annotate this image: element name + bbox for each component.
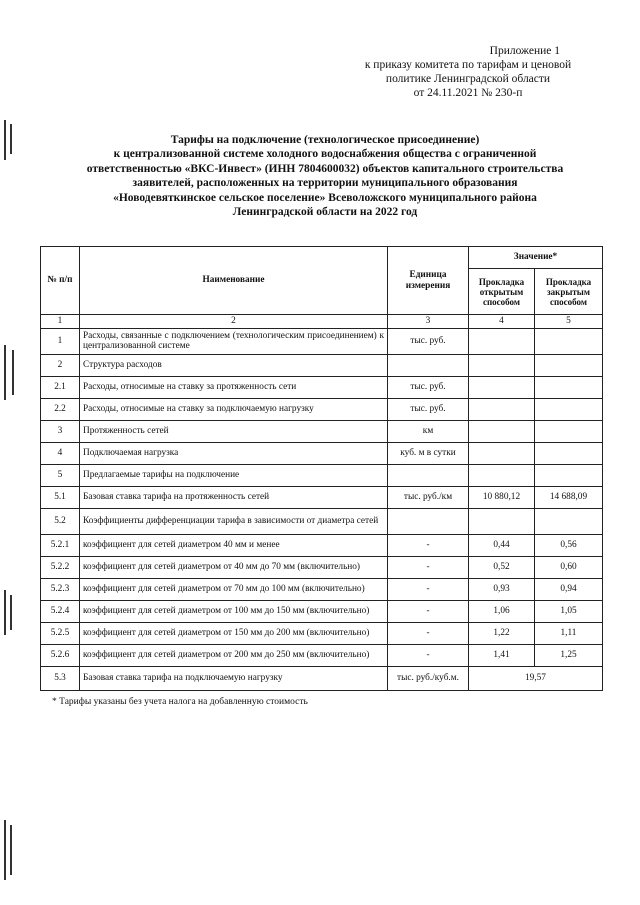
appendix-line: политике Ленинградской области [385,73,551,85]
row-open-value-cell [469,420,535,442]
row-num-cell: 2 [41,354,80,376]
row-open-value-cell: 0,52 [469,556,535,578]
row-num-cell: 5.3 [41,666,80,690]
row-name-cell: Подключаемая нагрузка [80,442,388,464]
index-cell: 2 [80,315,388,329]
row-open-value-cell: 0,93 [469,578,535,600]
row-name-cell: коэффициент для сетей диаметром от 70 мм до 100 мм (включительно) [80,578,388,600]
row-unit-cell: - [388,600,469,622]
row-name-cell: Протяженность сетей [80,420,388,442]
row-name-cell: Базовая ставка тарифа на протяженность сетей [80,486,388,508]
title-line: Ленинградской области на 2022 год [232,206,418,219]
row-open-value-cell [469,328,535,354]
table-row [41,398,603,420]
row-closed-value-cell: 1,11 [535,622,603,644]
table-row [41,666,603,690]
scan-edge-mark [4,590,6,635]
header-value: Значение* [469,247,603,269]
row-num-cell: 2.2 [41,398,80,420]
row-open-value-cell [469,354,535,376]
row-num-cell: 4 [41,442,80,464]
header-name: Наименование [80,247,388,315]
row-unit-cell [388,508,469,534]
row-num-cell: 3 [41,420,80,442]
scan-edge-mark [4,820,6,880]
row-open-value-cell [469,398,535,420]
row-name-cell: Расходы, связанные с подключением (технологическим присоединением) к централизованной системе [80,328,388,354]
index-cell: 1 [41,315,80,329]
row-num-cell: 5.2.3 [41,578,80,600]
row-name-cell: Базовая ставка тарифа на подключаемую нагрузку [80,666,388,690]
appendix-line: к приказу комитета по тарифам и ценовой [364,59,572,71]
row-open-value-cell: 10 880,12 [469,486,535,508]
row-open-value-cell: 1,22 [469,622,535,644]
row-num-cell: 5.2.4 [41,600,80,622]
appendix-header [318,44,618,100]
row-closed-value-cell [535,442,603,464]
row-closed-value-cell [535,376,603,398]
row-num-cell: 5.2.2 [41,556,80,578]
row-num-cell: 5.2.6 [41,644,80,666]
row-closed-value-cell: 1,05 [535,600,603,622]
row-unit-cell: тыс. руб. [388,398,469,420]
row-name-cell: коэффициент для сетей диаметром от 100 мм до 150 мм (включительно) [80,600,388,622]
row-unit-cell: - [388,644,469,666]
row-closed-value-cell [535,398,603,420]
row-closed-value-cell: 14 688,09 [535,486,603,508]
index-cell: 4 [469,315,535,329]
row-name-cell: коэффициент для сетей диаметром от 40 мм до 70 мм (включительно) [80,556,388,578]
index-cell: 3 [388,315,469,329]
row-open-value-cell [469,508,535,534]
footnote: * Тарифы указаны без учета налога на добавленную стоимость [52,697,308,707]
row-unit-cell [388,464,469,486]
row-name-cell: Структура расходов [80,354,388,376]
table-row [41,578,603,600]
row-unit-cell: куб. м в сутки [388,442,469,464]
row-unit-cell: км [388,420,469,442]
row-name-cell: коэффициент для сетей диаметром 40 мм и менее [80,534,388,556]
row-unit-cell: - [388,578,469,600]
row-open-value-cell [469,376,535,398]
title-line: «Новодевяткинское сельское поселение» Всеволожского муниципального района [113,191,537,204]
row-num-cell: 5.2 [41,508,80,534]
row-closed-value-cell: 0,94 [535,578,603,600]
title-line: Тарифы на подключение (технологическое присоединение) [170,134,480,146]
row-merged-value-cell: 19,57 [469,666,603,690]
row-unit-cell: тыс. руб./куб.м. [388,666,469,690]
row-unit-cell: - [388,534,469,556]
table-row [41,508,603,534]
row-name-cell: коэффициент для сетей диаметром от 150 мм до 200 мм (включительно) [80,622,388,644]
row-unit-cell: тыс. руб. [388,328,469,354]
row-num-cell: 2.1 [41,376,80,398]
row-open-value-cell: 1,41 [469,644,535,666]
table-row [41,328,603,354]
header-num: № п/п [41,247,80,315]
row-name-cell: Расходы, относимые на ставку за протяженность сети [80,376,388,398]
row-closed-value-cell: 0,60 [535,556,603,578]
row-name-cell: Предлагаемые тарифы на подключение [80,464,388,486]
scan-edge-mark [4,345,6,400]
row-num-cell: 5.2.5 [41,622,80,644]
document-title [40,133,610,219]
row-unit-cell: - [388,622,469,644]
scan-edge-mark [10,825,12,875]
tariff-table [40,246,603,691]
row-closed-value-cell [535,420,603,442]
row-open-value-cell: 1,06 [469,600,535,622]
table-row [41,556,603,578]
row-closed-value-cell [535,354,603,376]
row-unit-cell: тыс. руб./км [388,486,469,508]
row-num-cell: 5 [41,464,80,486]
table-row [41,644,603,666]
scan-edge-mark [10,124,12,154]
row-open-value-cell [469,442,535,464]
row-name-cell: Расходы, относимые на ставку за подключаемую нагрузку [80,398,388,420]
table-row [41,442,603,464]
row-closed-value-cell [535,464,603,486]
scan-edge-mark [12,350,14,395]
row-unit-cell [388,354,469,376]
row-open-value-cell [469,464,535,486]
row-closed-value-cell: 0,56 [535,534,603,556]
title-line: заявителей, расположенных на территории муниципального образования [132,177,518,190]
row-unit-cell: - [388,556,469,578]
appendix-order-date: от 24.11.2021 № 230-п [413,87,523,99]
table-row [41,354,603,376]
table-row [41,420,603,442]
table-row [41,464,603,486]
row-name-cell: коэффициент для сетей диаметром от 200 мм до 250 мм (включительно) [80,644,388,666]
header-closed-method: Прокладка закрытым способом [535,269,603,315]
table-row [41,486,603,508]
header-unit: Единица измерения [388,247,469,315]
row-open-value-cell: 0,44 [469,534,535,556]
header-open-method: Прокладка открытым способом [469,269,535,315]
row-name-cell: Коэффициенты дифференциации тарифа в зависимости от диаметра сетей [80,508,388,534]
table-row [41,534,603,556]
appendix-title: Приложение 1 [489,45,560,57]
table-row [41,622,603,644]
table-row [41,376,603,398]
row-num-cell: 5.1 [41,486,80,508]
index-cell: 5 [535,315,603,329]
row-unit-cell: тыс. руб. [388,376,469,398]
scan-edge-mark [10,595,12,630]
title-line: к централизованной системе холодного водоснабжения общества с ограниченной [113,148,537,161]
row-num-cell: 1 [41,328,80,354]
row-closed-value-cell [535,328,603,354]
scan-edge-mark [4,120,6,160]
title-line: ответственностью «ВКС-Инвест» (ИНН 7804600032) объектов капитального строительства [86,162,564,175]
row-num-cell: 5.2.1 [41,534,80,556]
row-closed-value-cell [535,508,603,534]
row-closed-value-cell: 1,25 [535,644,603,666]
table-row [41,600,603,622]
